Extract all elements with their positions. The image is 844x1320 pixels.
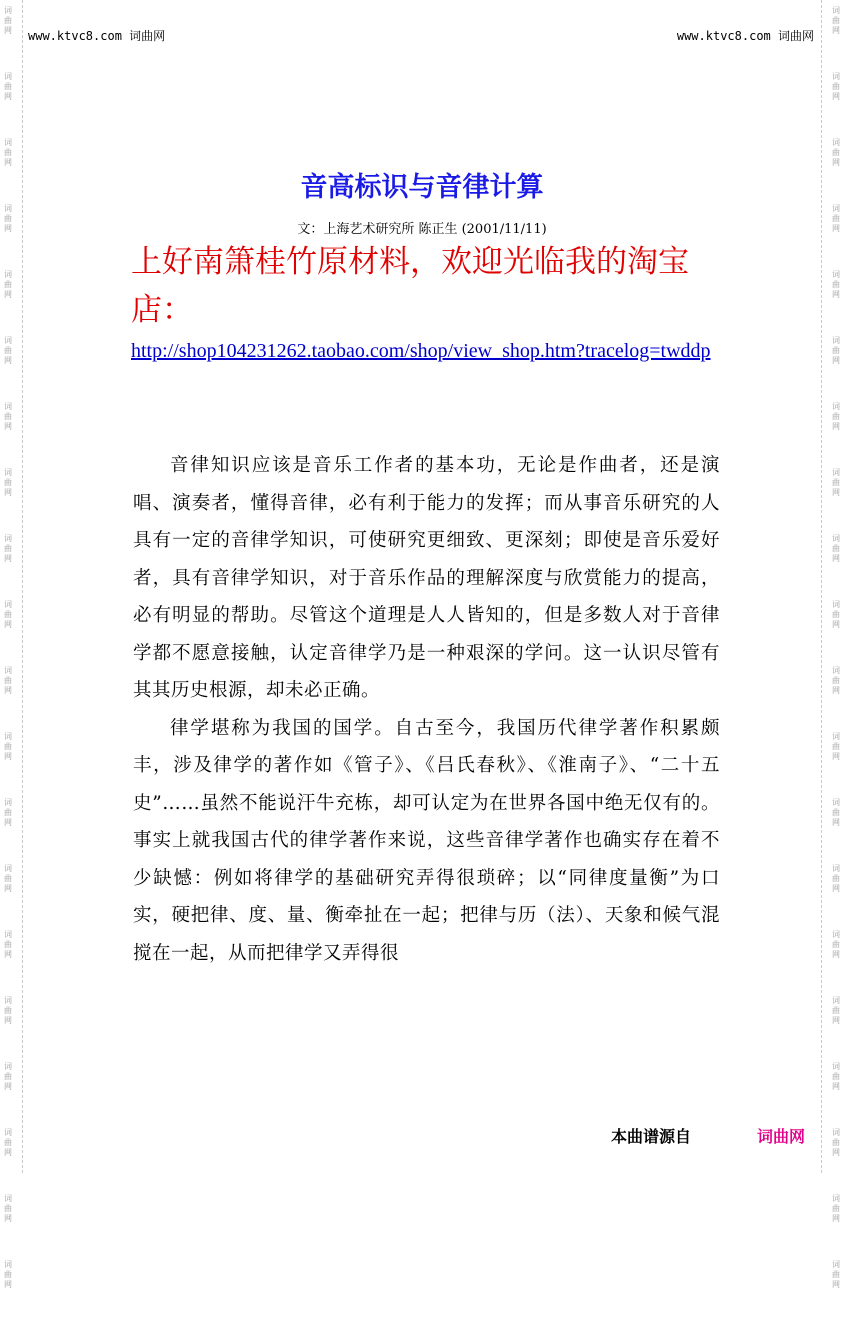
- header-site-left: www.ktvc8.com 词曲网: [28, 29, 166, 43]
- footer-brand: 词曲网: [757, 1127, 806, 1146]
- watermark-group: 词 曲 网: [832, 270, 840, 299]
- watermark-group: 词 曲 网: [4, 1194, 12, 1223]
- watermark-group: 词 曲 网: [4, 600, 12, 629]
- watermark-group: 词 曲 网: [4, 336, 12, 365]
- footer-source-label: 本曲谱源自: [611, 1127, 692, 1146]
- watermark-group: 词 曲 网: [832, 138, 840, 167]
- watermark-group: 词 曲 网: [4, 930, 12, 959]
- watermark-group: 词 曲 网: [4, 204, 12, 233]
- watermark-group: 词 曲 网: [832, 402, 840, 431]
- watermark-group: 词 曲 网: [4, 6, 12, 35]
- shop-advertisement: 上好南箫桂竹原材料，欢迎光临我的淘宝店：: [131, 244, 689, 328]
- watermark-group: 词 曲 网: [832, 1128, 840, 1157]
- watermark-group: 词 曲 网: [832, 534, 840, 563]
- document-byline: 文：上海艺术研究所 陈正生 (2001/11/11): [297, 222, 547, 237]
- watermark-group: 词 曲 网: [832, 468, 840, 497]
- watermark-group: 词 曲 网: [4, 72, 12, 101]
- watermark-group: 词 曲 网: [4, 732, 12, 761]
- watermark-group: 词 曲 网: [832, 930, 840, 959]
- watermark-group: 词 曲 网: [4, 996, 12, 1025]
- watermark-group: 词 曲 网: [832, 72, 840, 101]
- watermark-group: 词 曲 网: [4, 468, 12, 497]
- watermark-group: 词 曲 网: [832, 798, 840, 827]
- watermark-group: 词 曲 网: [832, 996, 840, 1025]
- watermark-group: 词 曲 网: [832, 864, 840, 893]
- watermark-group: 词 曲 网: [832, 732, 840, 761]
- watermark-group: 词 曲 网: [4, 402, 12, 431]
- watermark-group: 词 曲 网: [4, 798, 12, 827]
- watermark-group: 词 曲 网: [832, 336, 840, 365]
- watermark-group: 词 曲 网: [832, 1194, 840, 1223]
- watermark-group: 词 曲 网: [4, 1260, 12, 1289]
- watermark-group: 词 曲 网: [4, 1128, 12, 1157]
- watermark-group: 词 曲 网: [4, 534, 12, 563]
- watermark-group: 词 曲 网: [832, 6, 840, 35]
- watermark-group: 词 曲 网: [832, 600, 840, 629]
- watermark-group: 词 曲 网: [4, 864, 12, 893]
- watermark-group: 词 曲 网: [832, 204, 840, 233]
- shop-link[interactable]: http://shop104231262.taobao.com/shop/view_shop.htm?tracelog=twddp: [131, 340, 711, 362]
- watermark-group: 词 曲 网: [832, 666, 840, 695]
- watermark-group: 词 曲 网: [4, 666, 12, 695]
- document-title: 音高标识与音律计算: [300, 172, 544, 203]
- watermark-group: 词 曲 网: [4, 138, 12, 167]
- paragraph: 律学堪称为我国的国学。自古至今，我国历代律学著作积累颇丰，涉及律学的著作如《管子》、《吕氏春秋》、《淮南子》、“二十五史”……虽然不能说汗牛充栋，却可认定为在世界各国中绝无仅有的。事实上就我国古代的律学著作来说，这些音律学著作也确实存在着不少缺憾：例如将律学的基础研究弄得很琐碎；以“同律度量衡”为口实，硬把律、度、量、衡牵扯在一起；把律与历（法）、天象和候气混搅在一起，从而把律学又弄得很: [133, 717, 720, 964]
- watermark-group: 词 曲 网: [832, 1260, 840, 1289]
- paragraph: 音律知识应该是音乐工作者的基本功，无论是作曲者，还是演唱、演奏者，懂得音律，必有利于能力的发挥；而从事音乐研究的人具有一定的音律学知识，可使研究更细致、更深刻；即使是音乐爱好者，具有音律学知识，对于音乐作品的理解深度与欣赏能力的提高，必有明显的帮助。尽管这个道理是人人皆知的，但是多数人对于音律学都不愿意接触，认定音律学乃是一种艰深的学问。这一认识尽管有其其历史根源，却未必正确。: [133, 455, 720, 701]
- watermark-group: 词 曲 网: [832, 1062, 840, 1091]
- watermark-group: 词 曲 网: [4, 1062, 12, 1091]
- header-site-right: www.ktvc8.com 词曲网: [676, 29, 814, 43]
- article-body: [133, 447, 720, 972]
- watermark-group: 词 曲 网: [4, 270, 12, 299]
